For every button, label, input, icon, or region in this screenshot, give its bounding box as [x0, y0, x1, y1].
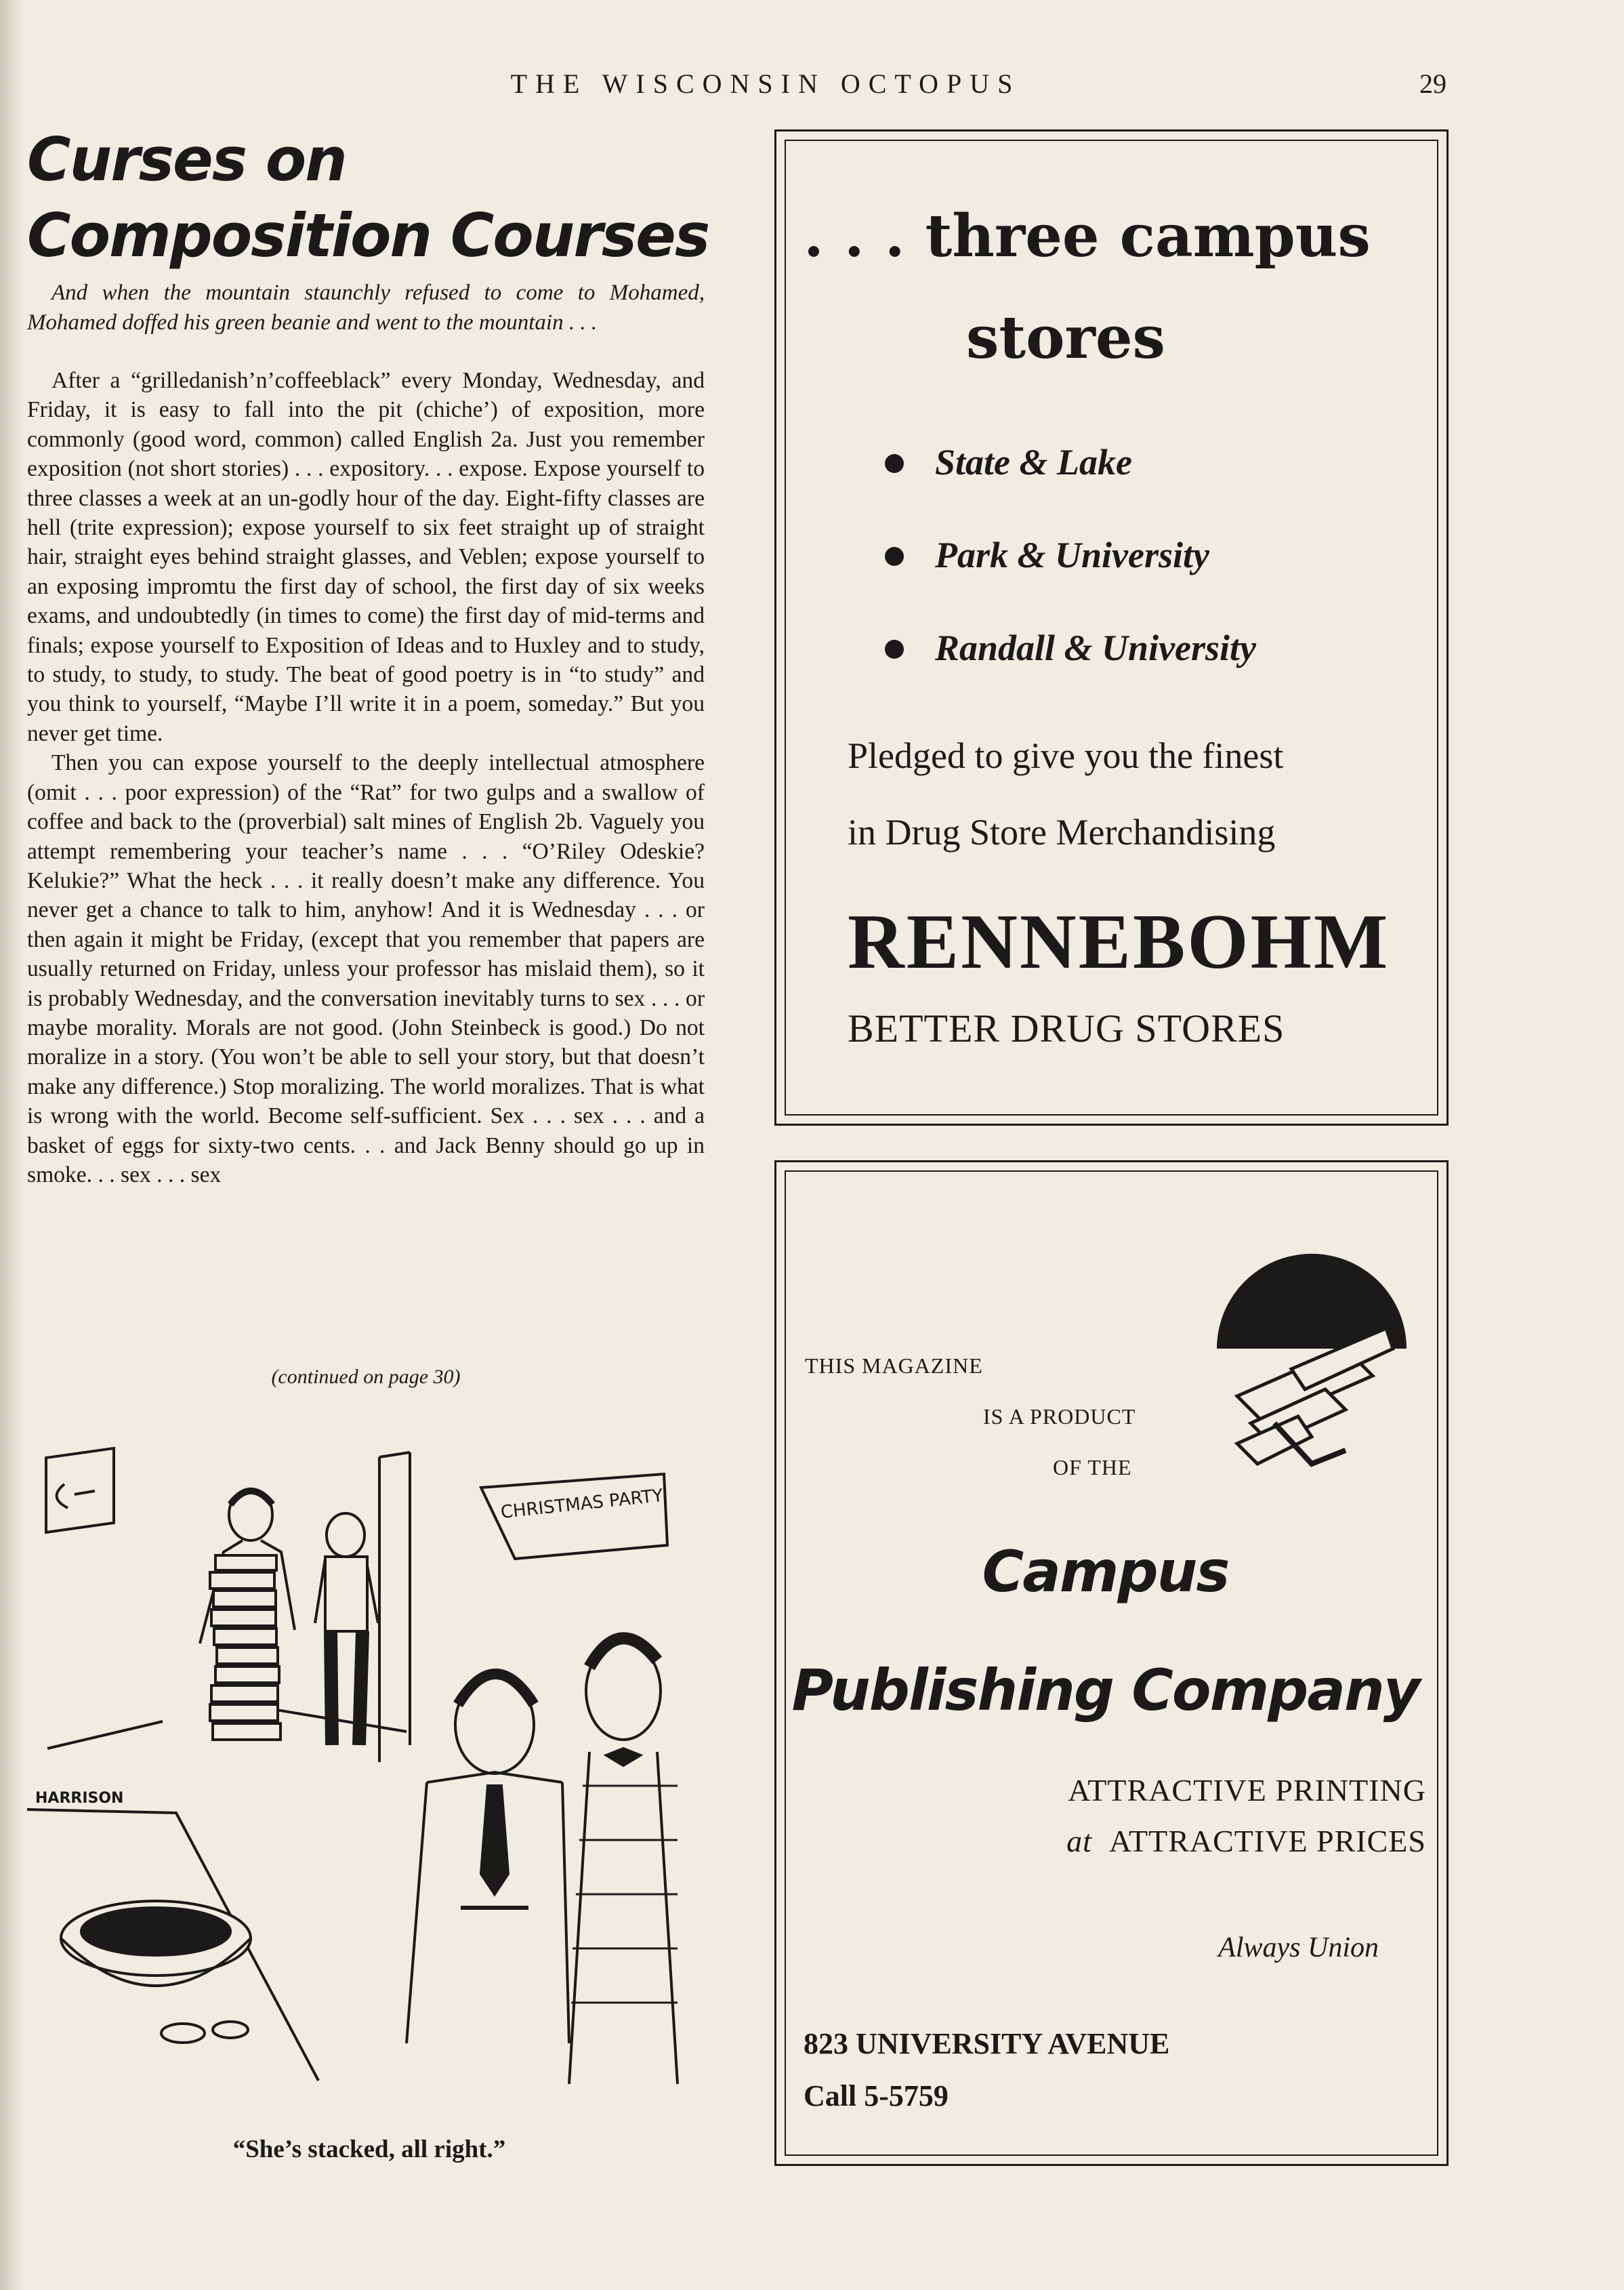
- punch-bowl-icon: [61, 1901, 251, 2043]
- running-head: THE WISCONSIN OCTOPUS: [510, 68, 1021, 99]
- bullet-icon: [885, 454, 904, 473]
- ad-intro-line3: OF THE: [1053, 1455, 1132, 1479]
- ad-headline-line1: . . . three campus: [804, 202, 1371, 270]
- cartoon-illustration: [27, 1433, 711, 2111]
- article-paragraph: Then you can expose yourself to the deeply intellectual atmosphere (omit . . . poor expression) of the “Rat” for two gulps and a swallow of coffee and back to the (proverbial) salt mines of English 2b. Vaguely you attempt remembering your teacher’s name . . . “O’Riley Odeskie? Kelukie?” What the heck . . . it really doesn’t make any difference. You never get a chance to talk to him, anyhow! And it is Wednesday . . . or then again it might be Friday, (except that you remember that papers are usually returned on Friday, unless your professor has mislaid them), so it is probably Wednesday, and the conversation inevitably turns to sex . . . or maybe morality. Morals are not good. (John Steinbeck is good.) Do not moralize in a story. (You won’t be able to sell your story, but that doesn’t make any difference.) Stop moralizing. The world moralizes. That is what is wrong with the world. Become self-sufficient. Sex . . . sex . . . and a basket of eggs for sixty-two cents. . . and Jack Benny should go up in smoke. . . sex . . . sex: [27, 750, 705, 1187]
- continued-note: (continued on page 30): [271, 1366, 461, 1388]
- store-name: Park & University: [935, 535, 1209, 575]
- ad-headline-line2: stores: [966, 304, 1165, 372]
- article-title-line1: Curses on: [27, 125, 346, 195]
- store-list: [885, 416, 1256, 695]
- man-in-plaid-figure: [569, 1638, 678, 2084]
- stacked-girl-figure: [200, 1489, 295, 1740]
- store-name: State & Lake: [935, 442, 1132, 483]
- article-body: [27, 366, 705, 1189]
- bullet-icon: [885, 547, 904, 566]
- company-name-line2: Publishing Company: [791, 1657, 1419, 1723]
- store-item: [885, 416, 1256, 509]
- cartoon-caption: “She’s stacked, all right.”: [232, 2135, 506, 2163]
- page-number: 29: [1419, 68, 1446, 99]
- attractive-prices: [1066, 1823, 1426, 1859]
- man-in-tweed-figure: [407, 1674, 569, 2043]
- pledge-text: [848, 718, 1430, 871]
- ad-intro-line2: IS A PRODUCT: [983, 1404, 1136, 1429]
- store-item: [885, 602, 1256, 695]
- banner-text: CHRISTMAS PARTY: [499, 1485, 664, 1523]
- brand-tagline: BETTER DRUG STORES: [848, 1006, 1285, 1050]
- brand-name: RENNEBOHM: [848, 899, 1390, 985]
- wall-picture-icon: [46, 1448, 114, 1532]
- pledge-line2: in Drug Store Merchandising: [848, 812, 1276, 853]
- rennebohm-ad: [774, 129, 1449, 1126]
- page-edge-shadow: [0, 0, 23, 2290]
- article-title: [27, 122, 711, 274]
- attractive-printing: ATTRACTIVE PRINTING: [1068, 1773, 1426, 1807]
- article-title-line2: Composition Courses: [27, 201, 709, 270]
- ad-headline: [804, 186, 1454, 389]
- ad-intro-line1: THIS MAGAZINE: [805, 1353, 983, 1378]
- company-address: 823 UNIVERSITY AVENUE: [804, 2027, 1170, 2060]
- attractive-prices-text: ATTRACTIVE PRICES: [1108, 1824, 1426, 1858]
- company-name-line1: Campus: [982, 1538, 1229, 1605]
- article-paragraph: After a “grilledanish’n’coffeeblack” every Monday, Wednesday, and Friday, it is easy to fall into the pit (chiche’) of exposition, more commonly (good word, common) called English 2a. Just you remember exposition (not short stories) . . . expository. . . expose. Expose yourself to three classes a week at an un-godly hour of the day. Eight-fifty classes are hell (trite expression); expose yourself to six feet straight up of straight hair, straight eyes behind straight glasses, and Veblen; expose yourself to an exposing impromtu the first day of school, the first day of six weeks exams, and undoubtedly (in times to come) the first day of mid-terms and finals; expose yourself to Exposition of Ideas and to Huxley and to study, to study, to study, to study. The beat of good poetry is in “to study” and you think to yourself, “Maybe I’ll write it in a poem, someday.” But you never get time.: [27, 368, 705, 746]
- banner-icon: [481, 1474, 667, 1559]
- cartoonist-signature: HARRISON: [35, 1790, 124, 1807]
- printing-press-logo-icon: [1210, 1220, 1413, 1491]
- bullet-icon: [885, 640, 904, 659]
- store-item: [885, 509, 1256, 602]
- pledge-line1: Pledged to give you the finest: [848, 735, 1284, 776]
- campus-publishing-ad: [774, 1160, 1449, 2166]
- store-name: Randall & University: [935, 628, 1257, 668]
- always-union: Always Union: [1218, 1932, 1379, 1963]
- company-phone: Call 5-5759: [804, 2079, 949, 2112]
- boy-figure: [315, 1513, 378, 1745]
- article-intro: And when the mountain staunchly refused to come to Mohamed, Mohamed doffed his green beanie and went to the mountain . . .: [27, 281, 705, 335]
- attractive-at: at: [1066, 1824, 1092, 1858]
